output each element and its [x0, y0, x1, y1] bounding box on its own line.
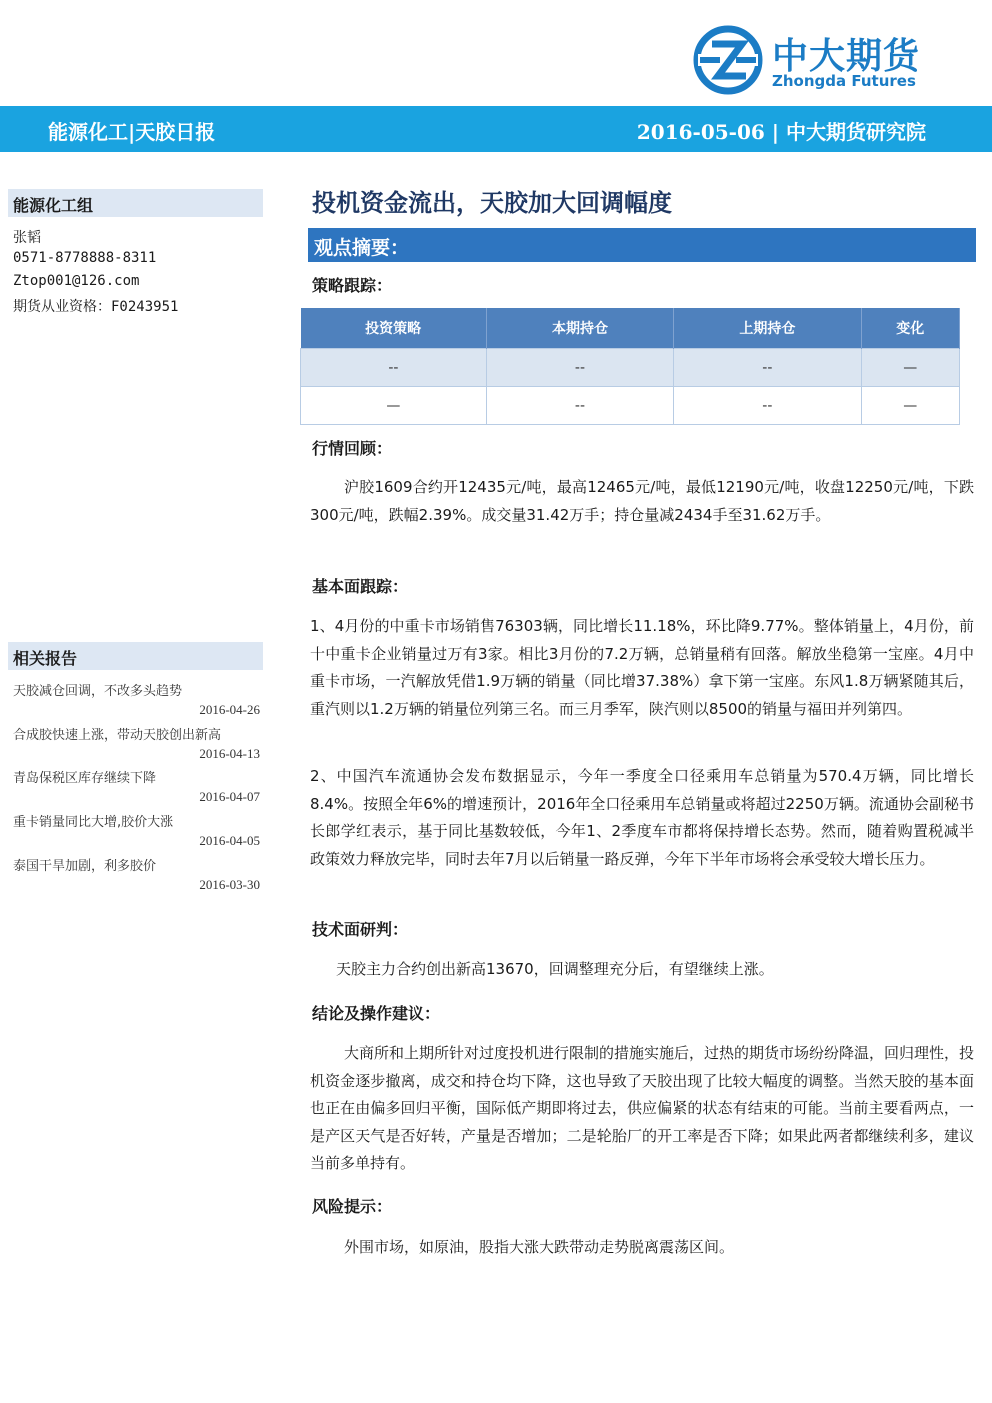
related-reports-title: 相关报告 [8, 642, 263, 670]
technical-heading: 技术面研判： [312, 920, 409, 939]
conclusion-text: 大商所和上期所针对过度投机进行限制的措施实施后，过热的期货市场纷纷降温，回归理性，投机资金逐步撤离，成交和持仓均下降，这也导致了天胶出现了比较大幅度的调整。当然天胶的基本面也正在由偏多回归平衡，国际低产期即将过去，供应偏紧的状态有结束的可能。当前主要看两点，一是产区天气是否好转，产量是否增加；二是轮胎厂的开工率是否下降；如果此两者都继续利多，建议当前多单持有。 [310, 1044, 975, 1172]
table-header-cell: 变化 [861, 308, 959, 349]
table-header-row [301, 308, 960, 349]
report-category: 能源化工|天胶日报 [48, 120, 216, 144]
related-report-link[interactable]: 青岛保税区库存继续下降 [13, 771, 157, 786]
table-header-cell: 投资策略 [301, 308, 487, 349]
fundamental-heading: 基本面跟踪： [312, 577, 409, 596]
table-cell: — [301, 387, 487, 425]
report-date-institute: 2016-05-06 | 中大期货研究院 [636, 120, 926, 144]
risk-text: 外围市场，如原油，股指大涨大跌带动走势脱离震荡区间。 [344, 1238, 735, 1256]
related-report-link[interactable]: 重卡销量同比大增,胶价大涨 [13, 815, 174, 830]
fundamental-paragraph-1: 1、4月份的中重卡市场销售76303辆，同比增长11.18%，环比降9.77%。整体销量上，4月份，前十中重卡企业销量过万有3家。相比3月份的7.2万辆，总销量稍有回落。解放坐稳第一宝座。4月中重卡市场，一汽解放凭借1.9万辆的销量（同比增37.38%）拿下第一宝座。东风1.8万辆紧随其后，重汽则以1.2万辆的销量位列第三名。而三月季军，陕汽则以8500的销量与福田并列第四。 [310, 617, 974, 718]
summary-label: 观点摘要： [314, 237, 410, 259]
related-report-link[interactable]: 合成胶快速上涨，带动天胶创出新高 [13, 728, 222, 743]
related-report-link[interactable]: 泰国干旱加剧，利多胶价 [13, 859, 157, 874]
market-review-heading: 行情回顾： [312, 439, 393, 458]
table-header-cell: 本期持仓 [486, 308, 673, 349]
table-cell: -- [674, 387, 861, 425]
company-logo [692, 22, 952, 102]
table-header-cell: 上期持仓 [674, 308, 861, 349]
strategy-table [300, 308, 960, 425]
analyst-license: 期货从业资格：F0243951 [13, 299, 179, 315]
logo-text-en: Zhongda Futures [772, 72, 916, 90]
table-cell: — [861, 349, 959, 387]
table-cell: -- [486, 349, 673, 387]
sidebar-group-title: 能源化工组 [8, 189, 263, 217]
analyst-email[interactable]: Ztop001@126.com [13, 273, 140, 289]
summary-bar [308, 228, 976, 262]
table-cell: -- [674, 349, 861, 387]
technical-text: 天胶主力合约创出新高13670，回调整理充分后，有望继续上涨。 [336, 960, 774, 978]
table-row [301, 349, 960, 387]
related-report-date: 2016-03-30 [199, 877, 260, 892]
strategy-heading: 策略跟踪： [312, 276, 393, 295]
related-report-date: 2016-04-13 [199, 746, 260, 761]
risk-heading: 风险提示： [312, 1197, 393, 1216]
report-title: 投机资金流出，天胶加大回调幅度 [312, 188, 672, 217]
analyst-name: 张韬 [13, 230, 41, 246]
logo-emblem-icon [692, 24, 764, 96]
conclusion-heading: 结论及操作建议： [312, 1004, 441, 1023]
table-row [301, 387, 960, 425]
table-cell: — [861, 387, 959, 425]
related-report-date: 2016-04-26 [199, 702, 260, 717]
table-cell: -- [301, 349, 487, 387]
fundamental-paragraph-2: 2、中国汽车流通协会发布数据显示，今年一季度全口径乘用车总销量为570.4万辆，同比增长8.4%。按照全年6%的增速预计，2016年全口径乘用车总销量或将超过2250万辆。流通协会副秘书长郎学红表示，基于同比基数较低，今年1、2季度车市都将保持增长态势。然而，随着购置税减半政策效力释放完毕，同时去年7月以后销量一路反弹，今年下半年市场将会承受较大增长压力。 [310, 767, 974, 868]
analyst-phone: 0571-8778888-8311 [13, 250, 157, 266]
related-report-date: 2016-04-05 [199, 833, 260, 848]
related-report-link[interactable]: 天胶减仓回调，不改多头趋势 [13, 684, 183, 699]
market-review-text: 沪胶1609合约开12435元/吨，最高12465元/吨，最低12190元/吨，收盘12250元/吨，下跌300元/吨，跌幅2.39%。成交量31.42万手；持仓量减2434手至31.62万手。 [310, 478, 974, 524]
logo-text-cn: 中大期货 [772, 36, 921, 77]
table-cell: -- [486, 387, 673, 425]
header-banner [0, 106, 992, 152]
related-report-date: 2016-04-07 [199, 789, 260, 804]
